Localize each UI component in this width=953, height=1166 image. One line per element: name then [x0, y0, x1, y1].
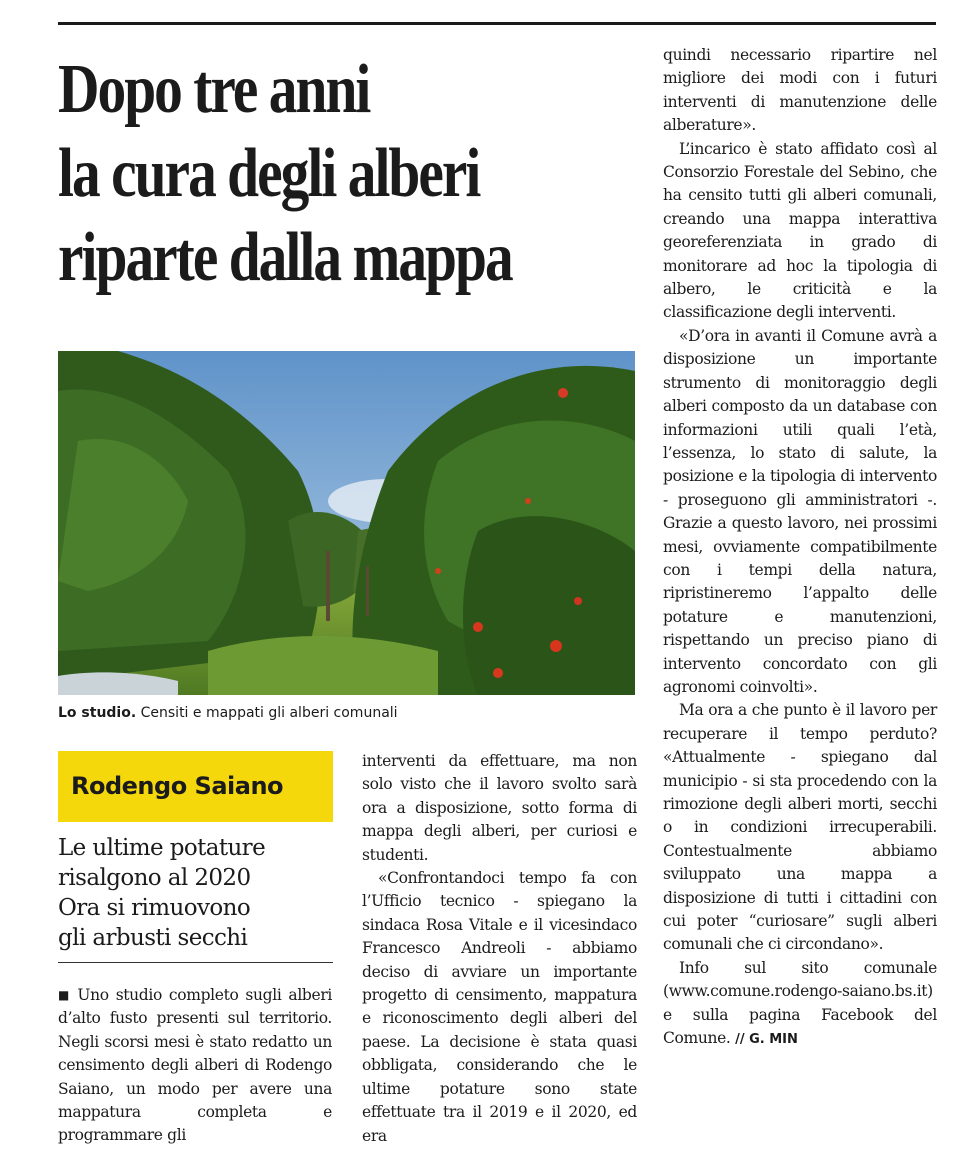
body-paragraph: L’incarico è stato affidato così al Consorzio Forestale del Sebino, che ha censito tutti gli alberi comunali, creando una mappa interattiva georeferenziata in grado di monitorare ad hoc la tipologia di albero, le criticità e la classificazione degli interventi. [663, 139, 937, 322]
body-paragraph: «D’ora in avanti il Comune avrà a disposizione un importante strumento di monitoraggio degli alberi composto da un database con informazioni utili quali l’età, l’essenza, lo stato di salute, la posizione e la tipologia di intervento - proseguono gli amministratori -. Grazie a questo lavoro, nei prossimi mesi, ovviamente compatibilmente con i tempi della natura, ripristineremo l’appalto delle potature e manutenzioni, rispettando un preciso piano di intervento concordato con gli agronomi coinvolti». [663, 326, 937, 696]
top-rule [58, 22, 936, 25]
subhead [58, 833, 333, 953]
body-column-2 [362, 750, 637, 1148]
col3-p5-text: Info sul sito comunale (www.comune.rodengo-saiano.bs.it) e sulla pagina Facebook del Comune. [663, 958, 937, 1048]
location-tag-label: Rodengo Saiano [71, 772, 284, 800]
body-paragraph: Ma ora a che punto è il lavoro per recuperare il tempo perduto? «Attualmente - spiegano dal municipio - si sta procedendo con la rimozione degli alberi morti, secchi o in condizioni irrecuperabili. Contestualmente abbiamo sviluppato una mappa a disposizione di tutti i cittadini con cui poter “curiosare” sugli alberi comunali che ci circondano». [663, 701, 937, 954]
body-column-1 [58, 984, 332, 1148]
article-photo [58, 351, 635, 695]
col1-p1-text: Uno studio completo sugli alberi d’alto fusto presenti sul territorio. Negli scorsi mesi è stato redatto un censimento degli alberi di Rodengo Saiano, un modo per avere una mappatura completa e programmare gli [58, 986, 332, 1145]
body-column-3 [663, 44, 937, 1051]
headline-line-2: la cura degli alberi [58, 135, 480, 212]
body-paragraph [663, 957, 937, 1052]
subhead-line-1: Le ultime potature [58, 835, 266, 861]
author-signature: // G. MIN [735, 1032, 798, 1048]
body-paragraph [58, 984, 332, 1148]
orchard-photo [58, 351, 635, 695]
subhead-line-2: risalgono al 2020 [58, 865, 251, 891]
subhead-line-4: gli arbusti secchi [58, 925, 248, 951]
headline [58, 48, 534, 300]
body-paragraph: quindi necessario ripartire nel migliore dei modi con i futuri interventi di manutenzione delle alberature». [663, 46, 937, 135]
caption-label: Lo studio. [58, 705, 137, 721]
subhead-line-3: Ora si rimuovono [58, 895, 251, 921]
photo-caption [58, 703, 635, 723]
bullet-square-icon: ■ [58, 988, 72, 1002]
subhead-divider [58, 962, 333, 963]
headline-line-3: riparte dalla mappa [58, 219, 512, 296]
body-paragraph: «Confrontandoci tempo fa con l’Ufficio tecnico - spiegano la sindaca Rosa Vitale e il vicesindaco Francesco Andreoli - abbiamo deciso di avviare un importante progetto di censimento, mappatura e riconoscimento degli alberi del paese. La decisione è stata quasi obbligata, considerando che le ultime potature sono state effettuate tra il 2019 e il 2020, ed era [362, 869, 637, 1145]
location-tag [58, 751, 333, 822]
caption-text: Censiti e mappati gli alberi comunali [140, 705, 398, 721]
body-paragraph: interventi da effettuare, ma non solo visto che il lavoro svolto sarà ora a disposizione, sotto forma di mappa degli alberi, per curiosi e studenti. [362, 752, 637, 864]
headline-line-1: Dopo tre anni [58, 51, 370, 128]
